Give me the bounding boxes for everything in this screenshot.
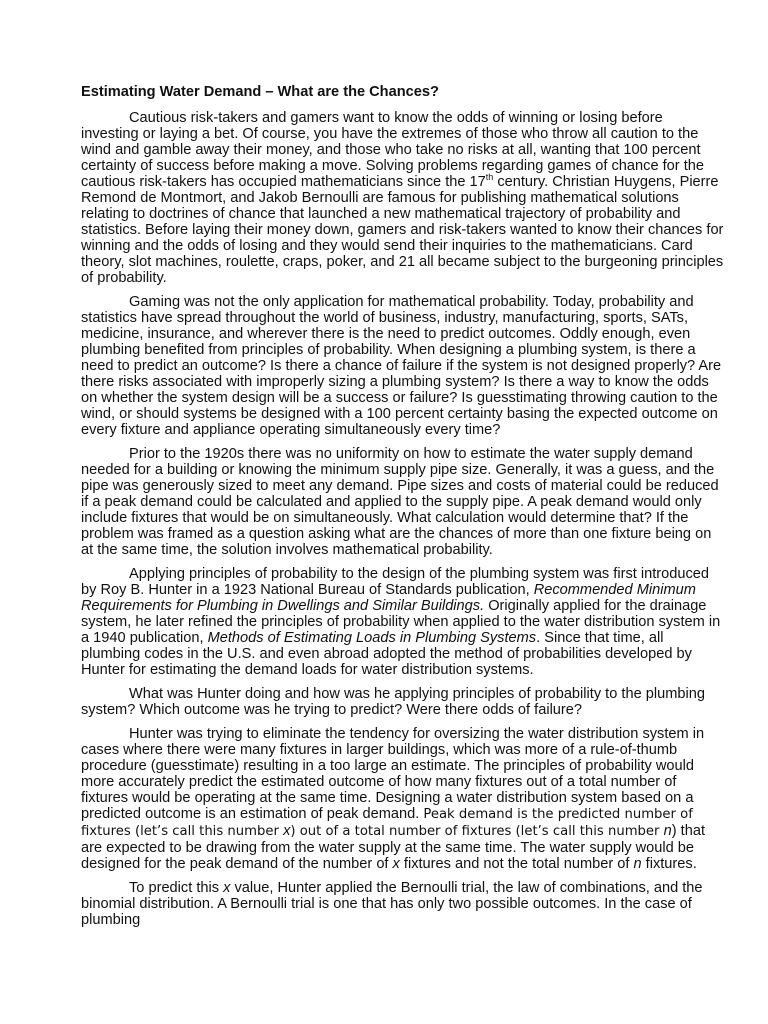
paragraph-7-text-b: value, Hunter applied the Bernoulli trial, the law of combinations, and the binomial distribution. A Bernoulli trial is one that has only two possible outcomes. In the case of plumbing (81, 880, 703, 928)
paragraph-6-text-c: fixtures and not the total number of (399, 856, 634, 872)
variable-x-2: x (392, 856, 400, 872)
paragraph-7-text-a: To predict this (129, 880, 224, 896)
variable-n-2: n (633, 856, 642, 872)
publication-title-1923: Recommended Minimum Requirements for Plumbing in Dwellings and Similar Buildings. (81, 582, 696, 614)
paragraph-6 (81, 726, 724, 872)
paragraph-4-text-b: Originally applied for the drainage system, he later refined the principles of probability when applied to the water distribution system in a 1940 publication, (81, 598, 721, 646)
paragraph-4 (81, 566, 724, 678)
paragraph-1-text-b: century. Christian Huygens, Pierre Remond de Montmort, and Jakob Bernoulli are famous for publishing mathematical solutions relating to doctrines of chance that launched a new mathematical trajectory of probability and statistics. Before laying their money down, gamers and risk-takers wanted to know their chances for winning and the odds of losing and they would send their inquiries to the mathematicians. Card theory, slot machines, roulette, craps, poker, and 21 all became subject to the burgeoning principles of probability. (81, 174, 724, 286)
paragraph-6-text-a: Hunter was trying to eliminate the tendency for oversizing the water distribution system in cases where there were many fixtures in larger buildings, which was more of a rule-of-thumb procedure (guesstimate) resulting in a too large an estimate. The principles of probability would more accurately predict the estimated outcome of how many fixtures out of a total number of fixtures would be operating at the same time. Designing a water distribution system based on a predicted outcome is an estimation of peak demand. (81, 726, 705, 822)
superscript-th: th (485, 172, 494, 183)
paragraph-7 (81, 880, 724, 928)
document-body (81, 84, 724, 936)
paragraph-6-text-d: fixtures. (641, 856, 697, 872)
paragraph-6-definition-2: ) out of a total number of fixtures (let’s call this number (290, 824, 664, 839)
variable-x-3: x (223, 880, 231, 896)
paragraph-4-text-c: . Since that time, all plumbing codes in the U.S. and even abroad adopted the method of probabilities developed by Hunter for estimating the demand loads for water distribution systems. (81, 630, 692, 678)
publication-title-1940: Methods of Estimating Loads in Plumbing Systems (207, 630, 537, 646)
variable-n: n (663, 823, 672, 839)
document-title: Estimating Water Demand – What are the Chances? (81, 84, 439, 100)
paragraph-6-text-b: ) that are expected to be drawing from the water supply at the same time. The water supply would be designed for the peak demand of the number of (81, 823, 706, 872)
paragraph-4-text-a: Applying principles of probability to the design of the plumbing system was first introduced by Roy B. Hunter in a 1923 National Bureau of Standards publication, (81, 566, 710, 598)
paragraph-2: Gaming was not the only application for mathematical probability. Today, probability and statistics have spread throughout the world of business, industry, manufacturing, sports, SATs, medicine, insurance, and wherever there is the need to predict outcomes. Oddly enough, even plumbing benefited from principles of probability. When designing a plumbing system, is there a need to predict an outcome? Is there a chance of failure if the system is not designed properly? Are there risks associated with improperly sizing a plumbing system? Is there a way to know the odds on whether the system design will be a success or failure? Is guesstimating throwing caution to the wind, or should systems be designed with a 100 percent certainty basing the expected outcome on every fixture and appliance operating simultaneously every time? (81, 294, 722, 438)
paragraph-5: What was Hunter doing and how was he applying principles of probability to the plumbing system? Which outcome was he trying to predict? Were there odds of failure? (81, 686, 705, 718)
paragraph-3: Prior to the 1920s there was no uniformity on how to estimate the water supply demand needed for a building or knowing the minimum supply pipe size. Generally, it was a guess, and the pipe was generously sized to meet any demand. Pipe sizes and costs of material could be reduced if a peak demand could be calculated and applied to the supply pipe. A peak demand would only include fixtures that would be on simultaneously. What calculation would determine that? If the problem was framed as a question asking what are the chances of more than one fixture being on at the same time, the solution involves mathematical probability. (81, 446, 719, 558)
paragraph-1-text-a: Cautious risk-takers and gamers want to know the odds of winning or losing before investing or laying a bet. Of course, you have the extremes of those who throw all caution to the wind and gamble away their money, and those who take no risks at all, wanting that 100 percent certainty of success before making a move. Solving problems regarding games of chance for the cautious risk-takers has occupied mathematicians since the 17 (81, 110, 704, 190)
variable-x: x (283, 823, 291, 839)
paragraph-6-definition-1: Peak demand is the predicted number of fixtures (let’s call this number (81, 807, 693, 839)
paragraph-1 (81, 110, 724, 286)
